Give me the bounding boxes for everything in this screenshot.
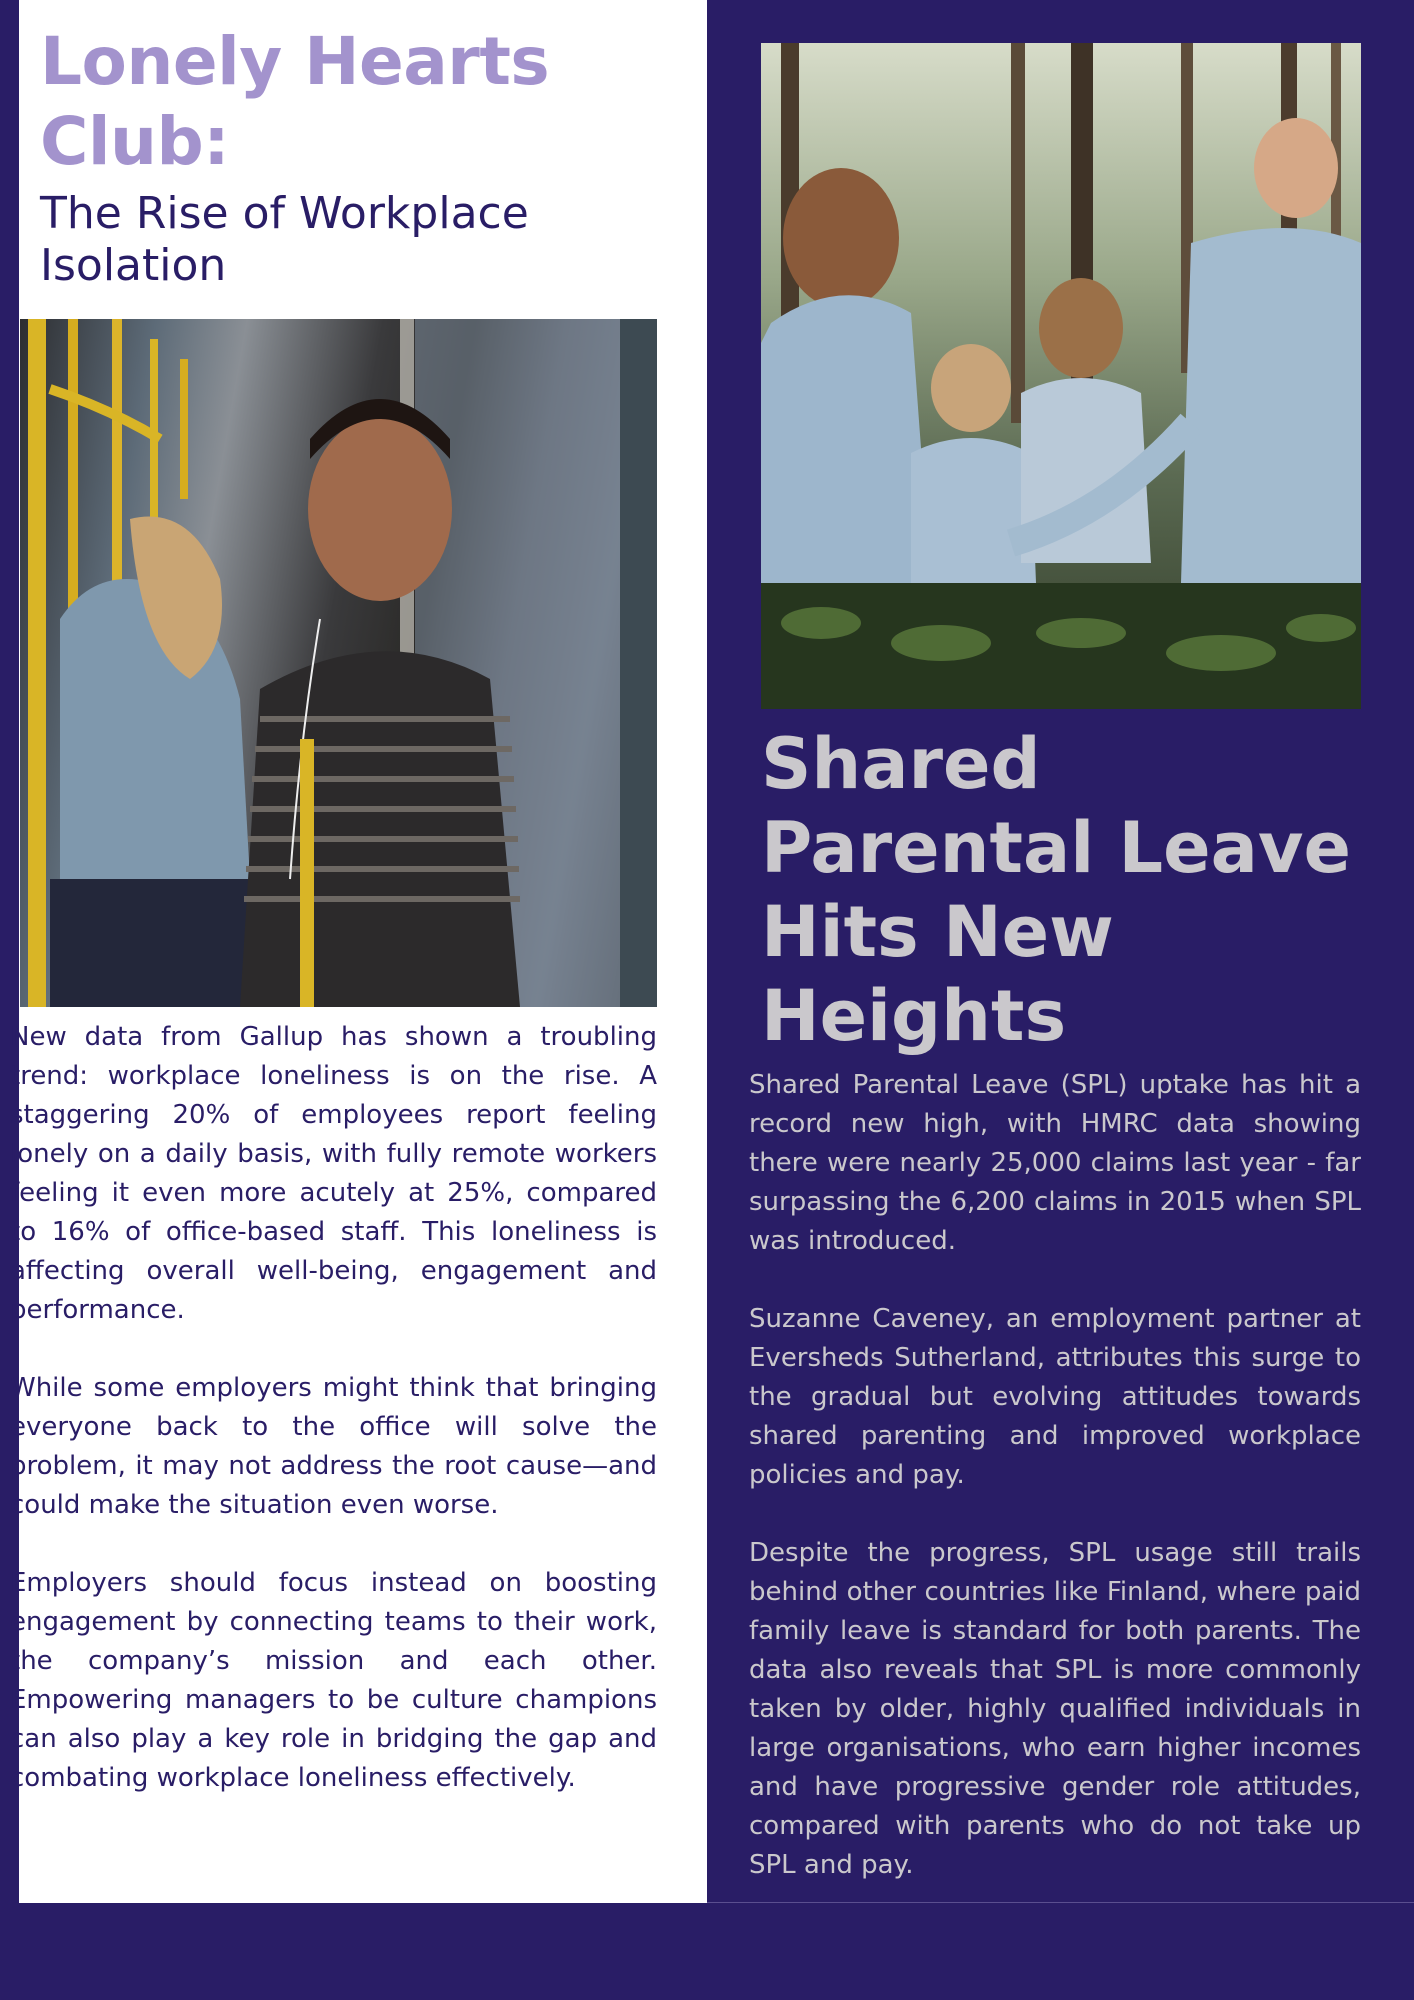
left-paragraph-1: New data from Gallup has shown a troubling trend: workplace loneliness is on the rise. A staggering 20% of employees report feeling lonely on a daily basis, with fully remote workers feeling it even more acutely at 25%, compared to 16% of office-based staff. This loneliness is affecting overall well-being, engagement and performance. [10, 1022, 657, 1325]
right-paragraph-1: Shared Parental Leave (SPL) uptake has hit a record new high, with HMRC data showing there were nearly 25,000 claims last year - far surpassing the 6,200 claims in 2015 when SPL was introduced. [749, 1070, 1361, 1256]
bus-photo-illustration [20, 319, 657, 1007]
family-photo-illustration [761, 43, 1361, 709]
left-paragraph-2: While some employers might think that bringing everyone back to the office will solve the problem, it may not address the root cause—and could make the situation even worse. [10, 1373, 657, 1520]
second-article-headline: Shared Parental Leave Hits New Heights [761, 723, 1351, 1057]
left-article-body [10, 1018, 657, 1837]
right-paragraph-2: Suzanne Caveney, an employment partner at Eversheds Sutherland, attributes this surge to the gradual but evolving attitudes towards shared parenting and improved workplace policies and pay. [749, 1304, 1361, 1490]
article-title: Lonely Hearts Club: [40, 23, 550, 180]
article-subtitle: The Rise of Workplace Isolation [40, 188, 529, 291]
right-article-body [749, 1066, 1361, 1924]
divider-line [707, 1902, 1414, 1903]
bus-passenger-photo [20, 319, 657, 1007]
right-paragraph-3: Despite the progress, SPL usage still trails behind other countries like Finland, where paid family leave is standard for both parents. The data also reveals that SPL is more commonly taken by older, highly qualified individuals in large organisations, who earn higher incomes and have progressive gender role attitudes, compared with parents who do not take up SPL and pay. [749, 1538, 1361, 1880]
family-forest-photo [761, 43, 1361, 709]
left-paragraph-3: Employers should focus instead on boosting engagement by connecting teams to their work, the company’s mission and each other. Empowering managers to be culture champions can also play a key role in bridging the gap and combating workplace loneliness effectively. [10, 1568, 657, 1793]
